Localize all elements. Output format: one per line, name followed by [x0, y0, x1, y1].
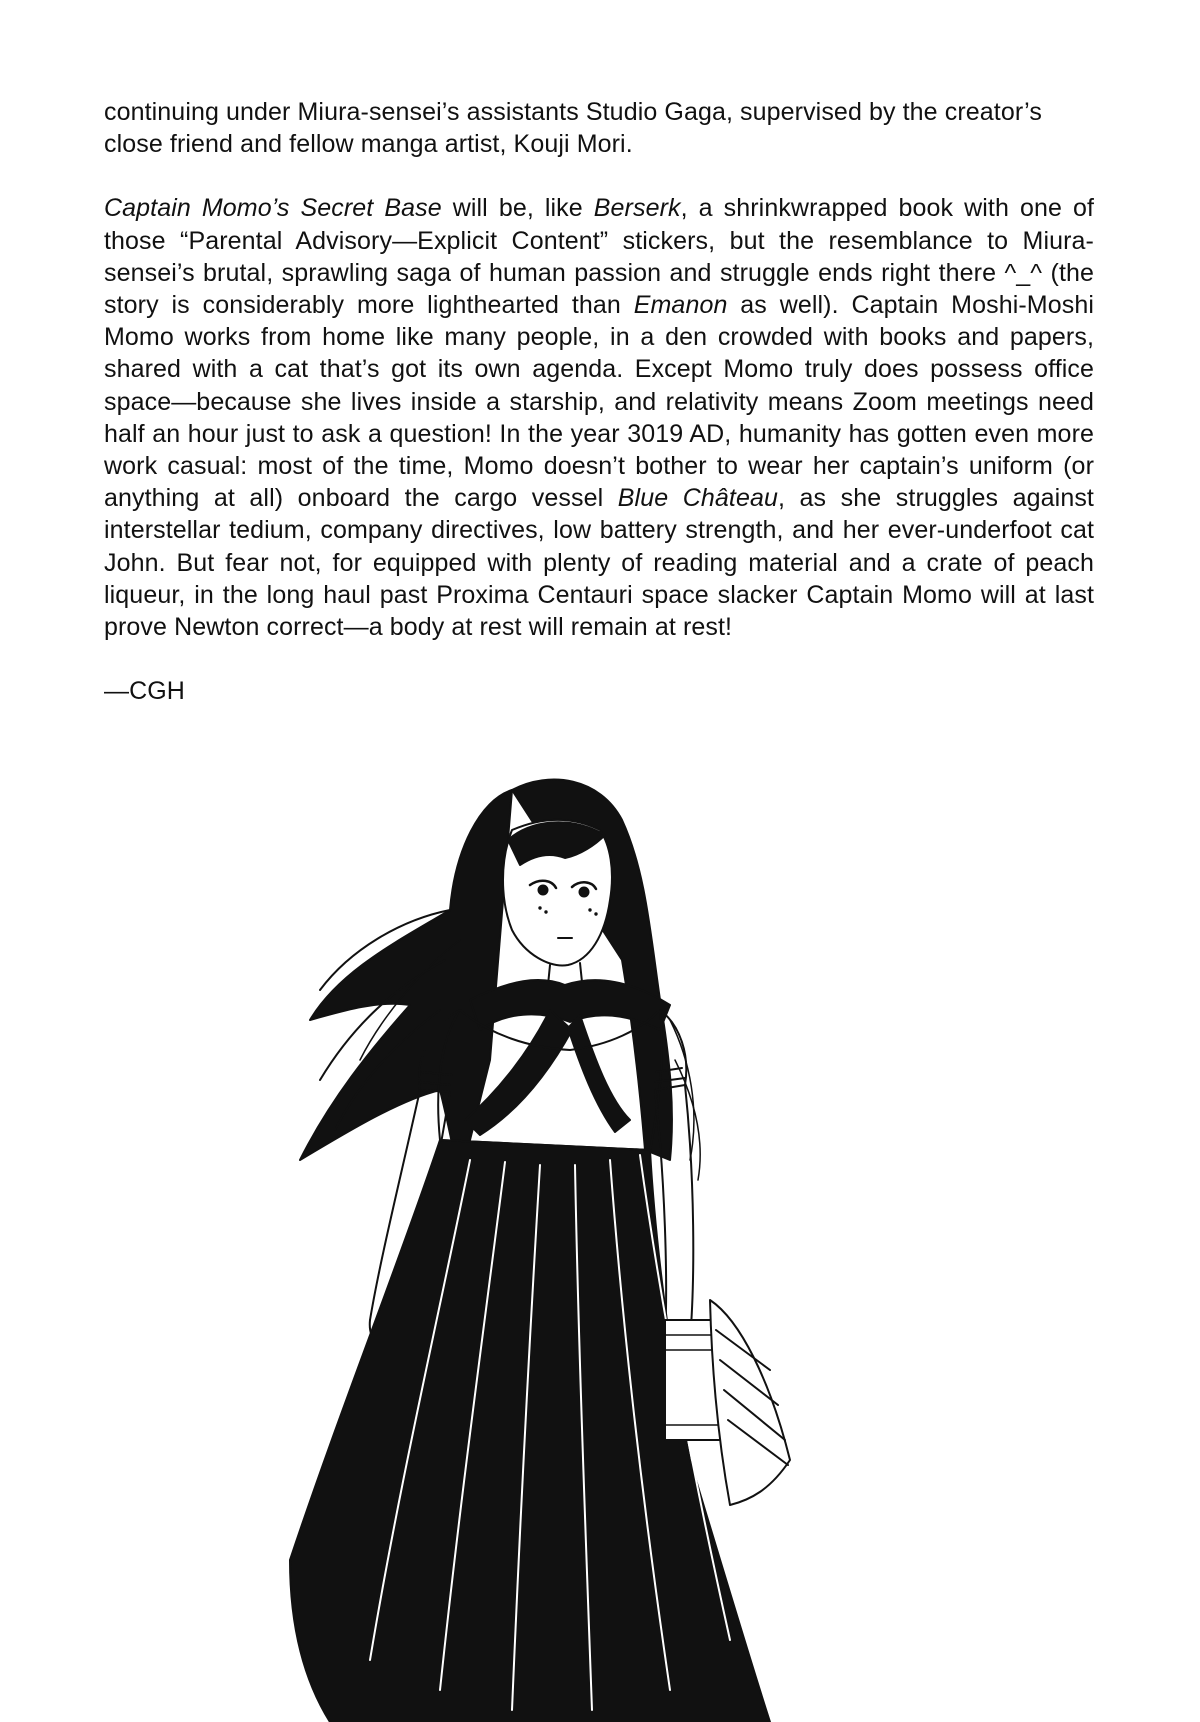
title-captain-momo: Captain Momo’s Secret Base — [104, 194, 442, 223]
paragraph-segment-2: , a shrinkwrapped book with one of those “Parental Advisory—Explicit Content” stickers, but the resemblance to Miura-sensei’s brutal, sprawling saga of human passion and struggle ends right there ^_^ (the story is considerably more lighthearted than — [104, 194, 1094, 320]
author-signature: —CGH — [104, 677, 185, 706]
paragraph-segment-4: , as she struggles against interstellar tedium, company directives, low battery strength, and her ever-underfoot cat John. But fear not, for equipped with plenty of reading material and a crate of peach liqueur, in the long haul past Proxima Centauri space slacker Captain Momo will at last prove Newton correct—a body at rest will remain at rest! — [104, 484, 1094, 642]
title-emanon: Emanon — [633, 291, 728, 320]
paragraph-continuing — [104, 96, 1094, 160]
illustration-drawing — [250, 760, 910, 1722]
tote-bag-icon — [710, 1300, 790, 1505]
afterword-text — [104, 96, 1094, 707]
paragraph-segment-1: will be, like — [441, 194, 594, 223]
manga-girl-illustration-icon — [250, 760, 910, 1722]
paragraph-captain-momo — [104, 192, 1094, 643]
ship-name-blue-chateau: Blue Château — [617, 484, 778, 513]
title-berserk: Berserk — [593, 194, 681, 223]
paragraph-continuing-text: continuing under Miura-sensei’s assistants Studio Gaga, supervised by the creator’s close friend and fellow manga artist, Kouji Mori. — [104, 98, 1042, 159]
paragraph-segment-3: as well). Captain Moshi-Moshi Momo works from home like many people, in a den crowded with books and papers, shared with a cat that’s got its own agenda. Except Momo truly does possess office space—because she lives inside a starship, and relativity means Zoom meetings need half an hour just to ask a question! In the year 3019 AD, humanity has gotten even more work casual: most of the time, Momo doesn’t bother to wear her captain’s uniform (or anything at all) onboard the cargo vessel — [104, 291, 1094, 513]
